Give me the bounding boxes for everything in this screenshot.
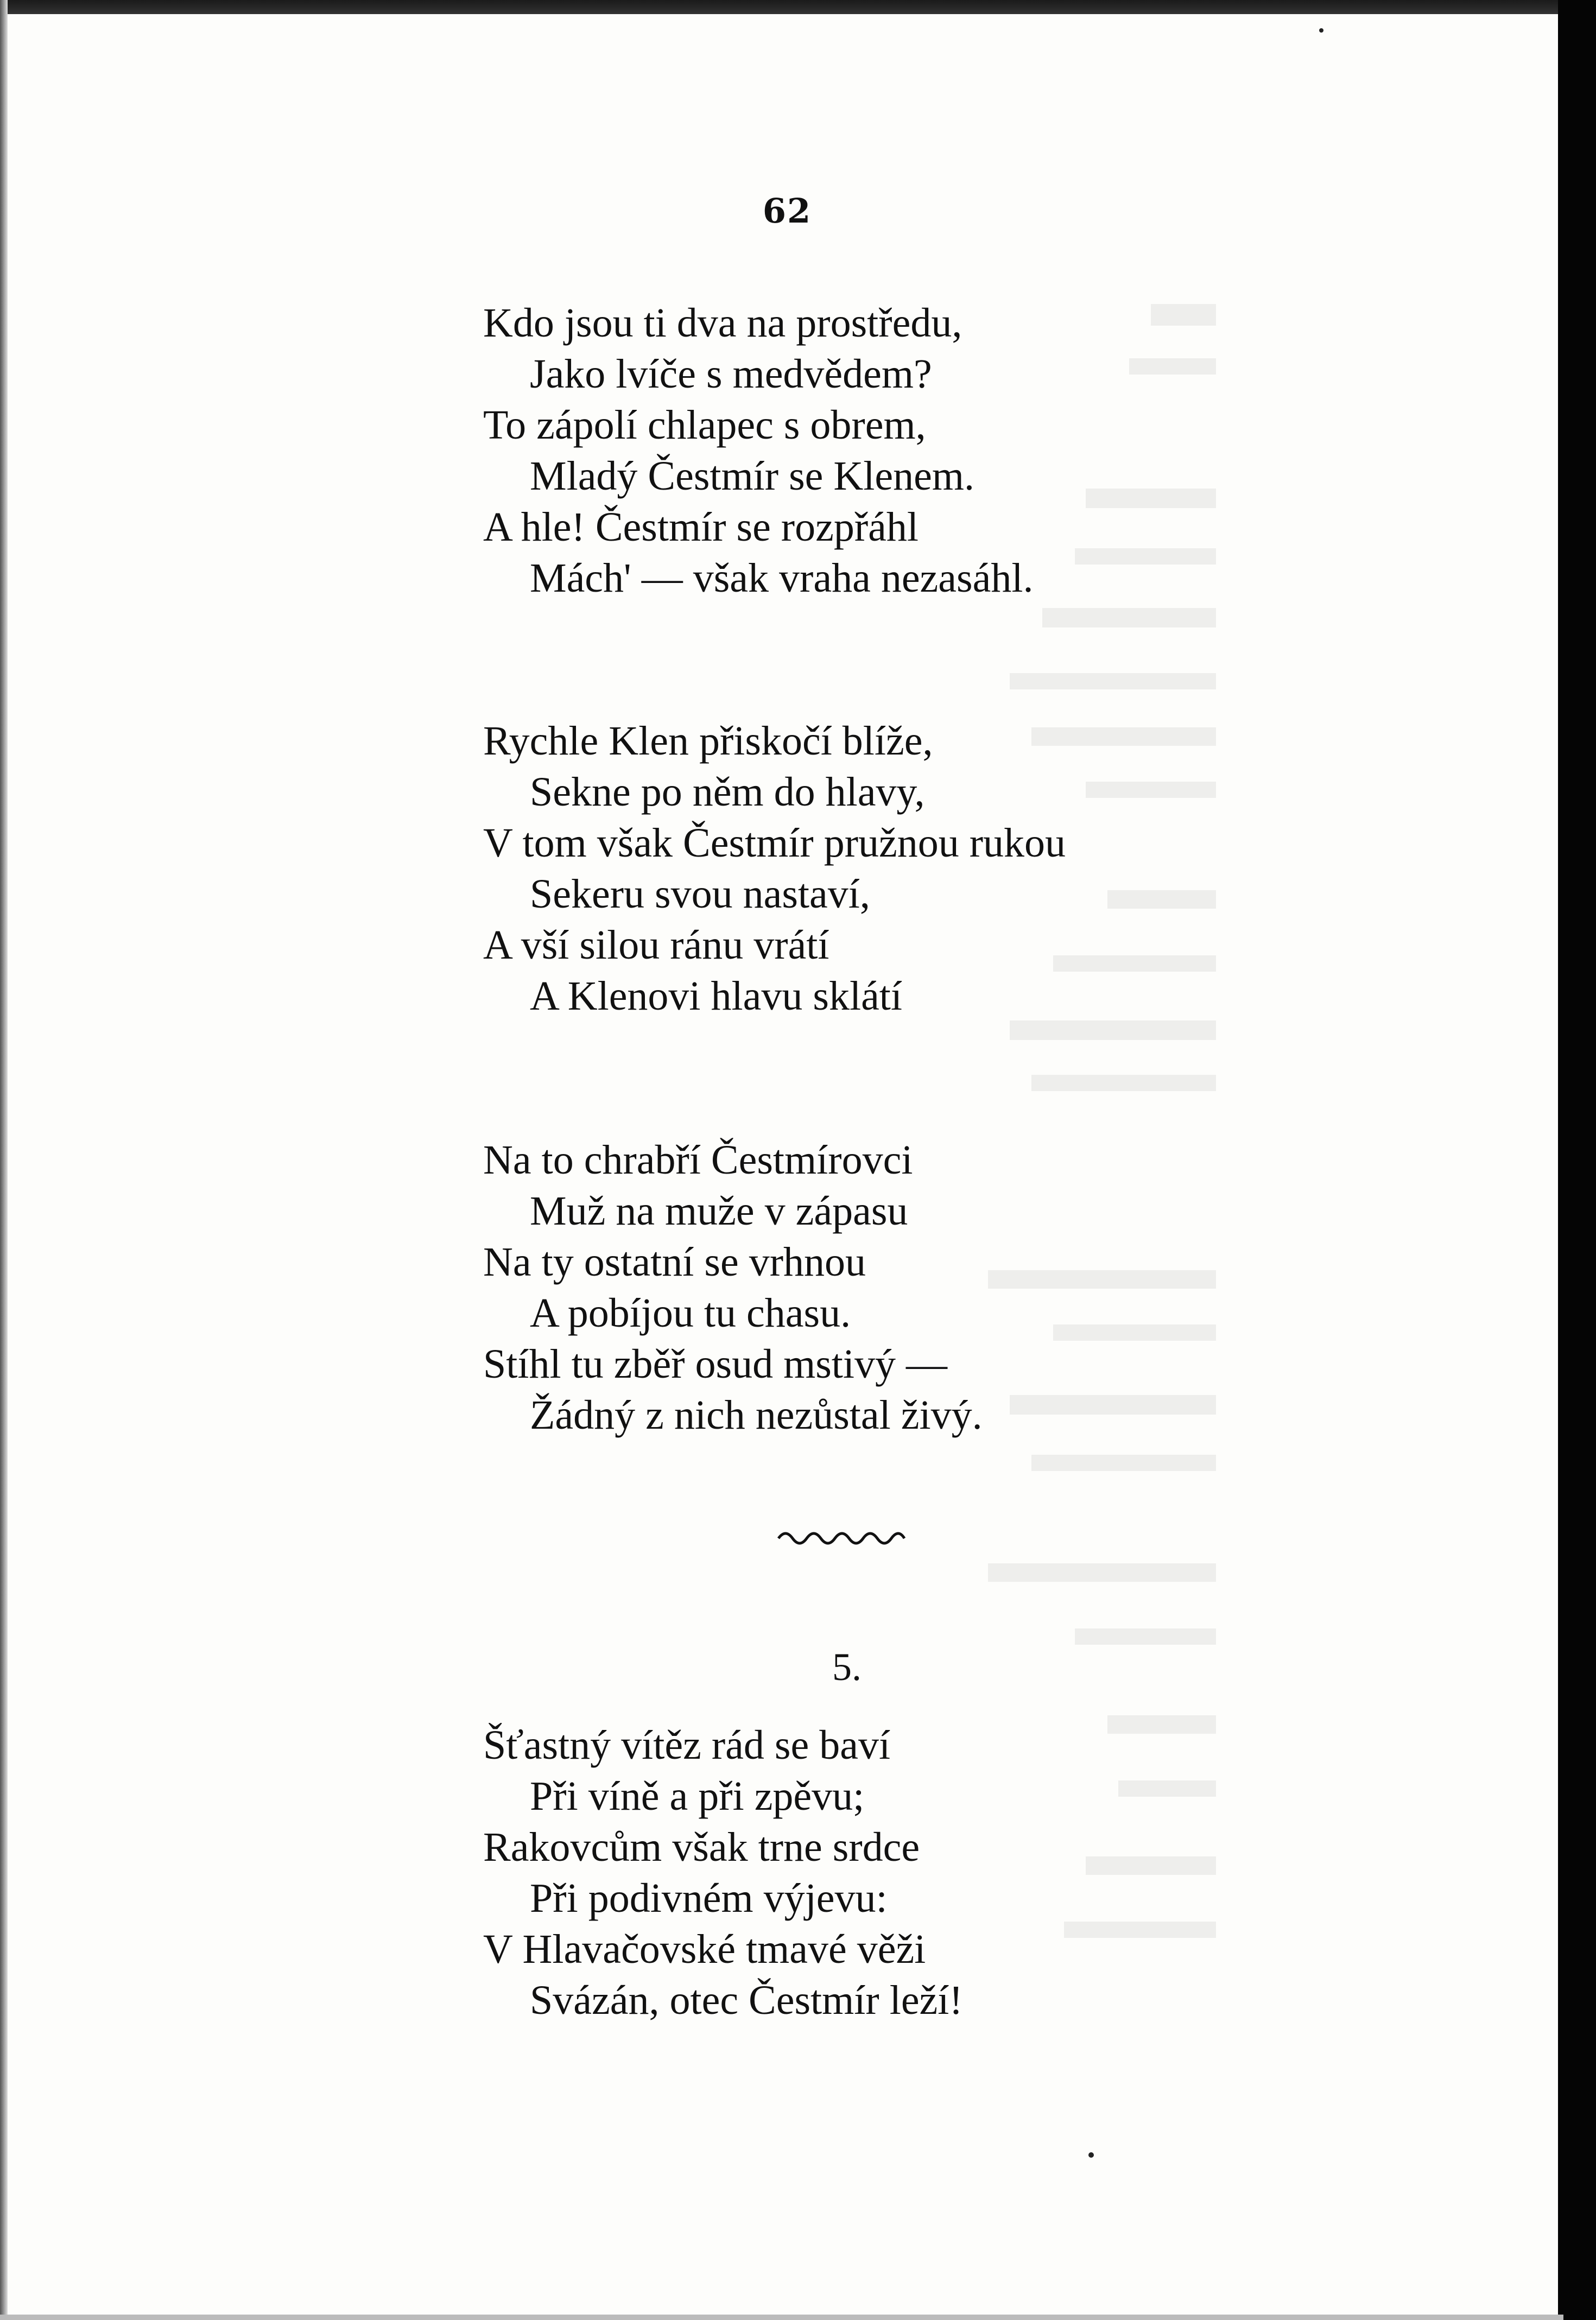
verse-line: Kdo jsou ti dva na prostředu, xyxy=(483,300,962,346)
verse-line: Stíhl tu zběř osud mstivý — xyxy=(483,1341,947,1387)
ink-speck xyxy=(1088,2152,1094,2158)
verse-line: Rychle Klen přiskočí blíže, xyxy=(483,718,933,764)
verse-line: Rakovcům však trne srdce xyxy=(483,1824,920,1870)
scan-border-bottom xyxy=(0,2315,1563,2320)
verse-line: Šťastný vítěz rád se baví xyxy=(483,1722,891,1768)
verse-line: V tom však Čestmír pružnou rukou xyxy=(483,820,1066,866)
scan-border-top xyxy=(0,0,1562,14)
verse-line: Sekne po něm do hlavy, xyxy=(530,769,925,815)
verse-line: V Hlavačovské tmavé věži xyxy=(483,1926,926,1972)
verse-line: Mách' — však vraha nezasáhl. xyxy=(530,555,1034,601)
wavy-ornament-divider xyxy=(776,1525,907,1545)
stanza-2 xyxy=(483,715,1066,1022)
verse-line: Svázán, otec Čestmír leží! xyxy=(530,1977,963,2023)
verse-line: A hle! Čestmír se rozpřáhl xyxy=(483,504,919,550)
verse-line: Jako lvíče s medvědem? xyxy=(530,351,932,397)
verse-line: Na to chrabří Čestmírovci xyxy=(483,1137,913,1183)
section-number: 5. xyxy=(832,1645,862,1689)
scan-border-right xyxy=(1558,0,1596,2320)
verse-line: A pobíjou tu chasu. xyxy=(530,1290,851,1336)
stanza-3 xyxy=(483,1134,983,1441)
verse-line: Při podivném výjevu: xyxy=(530,1875,888,1921)
verse-line: Při víně a při zpěvu; xyxy=(530,1773,865,1819)
stanza-1 xyxy=(483,297,1033,604)
verse-line: Sekeru svou nastaví, xyxy=(530,871,870,917)
verse-line: Muž na muže v zápasu xyxy=(530,1188,908,1234)
page-number: 62 xyxy=(762,191,812,231)
scan-border-left xyxy=(0,0,8,2320)
ink-speck xyxy=(1319,28,1323,33)
verse-line: A Klenovi hlavu sklátí xyxy=(530,973,903,1019)
verse-line: Na ty ostatní se vrhnou xyxy=(483,1239,866,1285)
verse-line: A vší silou ránu vrátí xyxy=(483,922,829,968)
verse-line: Mladý Čestmír se Klenem. xyxy=(530,453,974,499)
stanza-4 xyxy=(483,1720,963,2026)
verse-line: Žádný z nich nezůstal živý. xyxy=(530,1392,983,1438)
verse-line: To zápolí chlapec s obrem, xyxy=(483,402,926,448)
